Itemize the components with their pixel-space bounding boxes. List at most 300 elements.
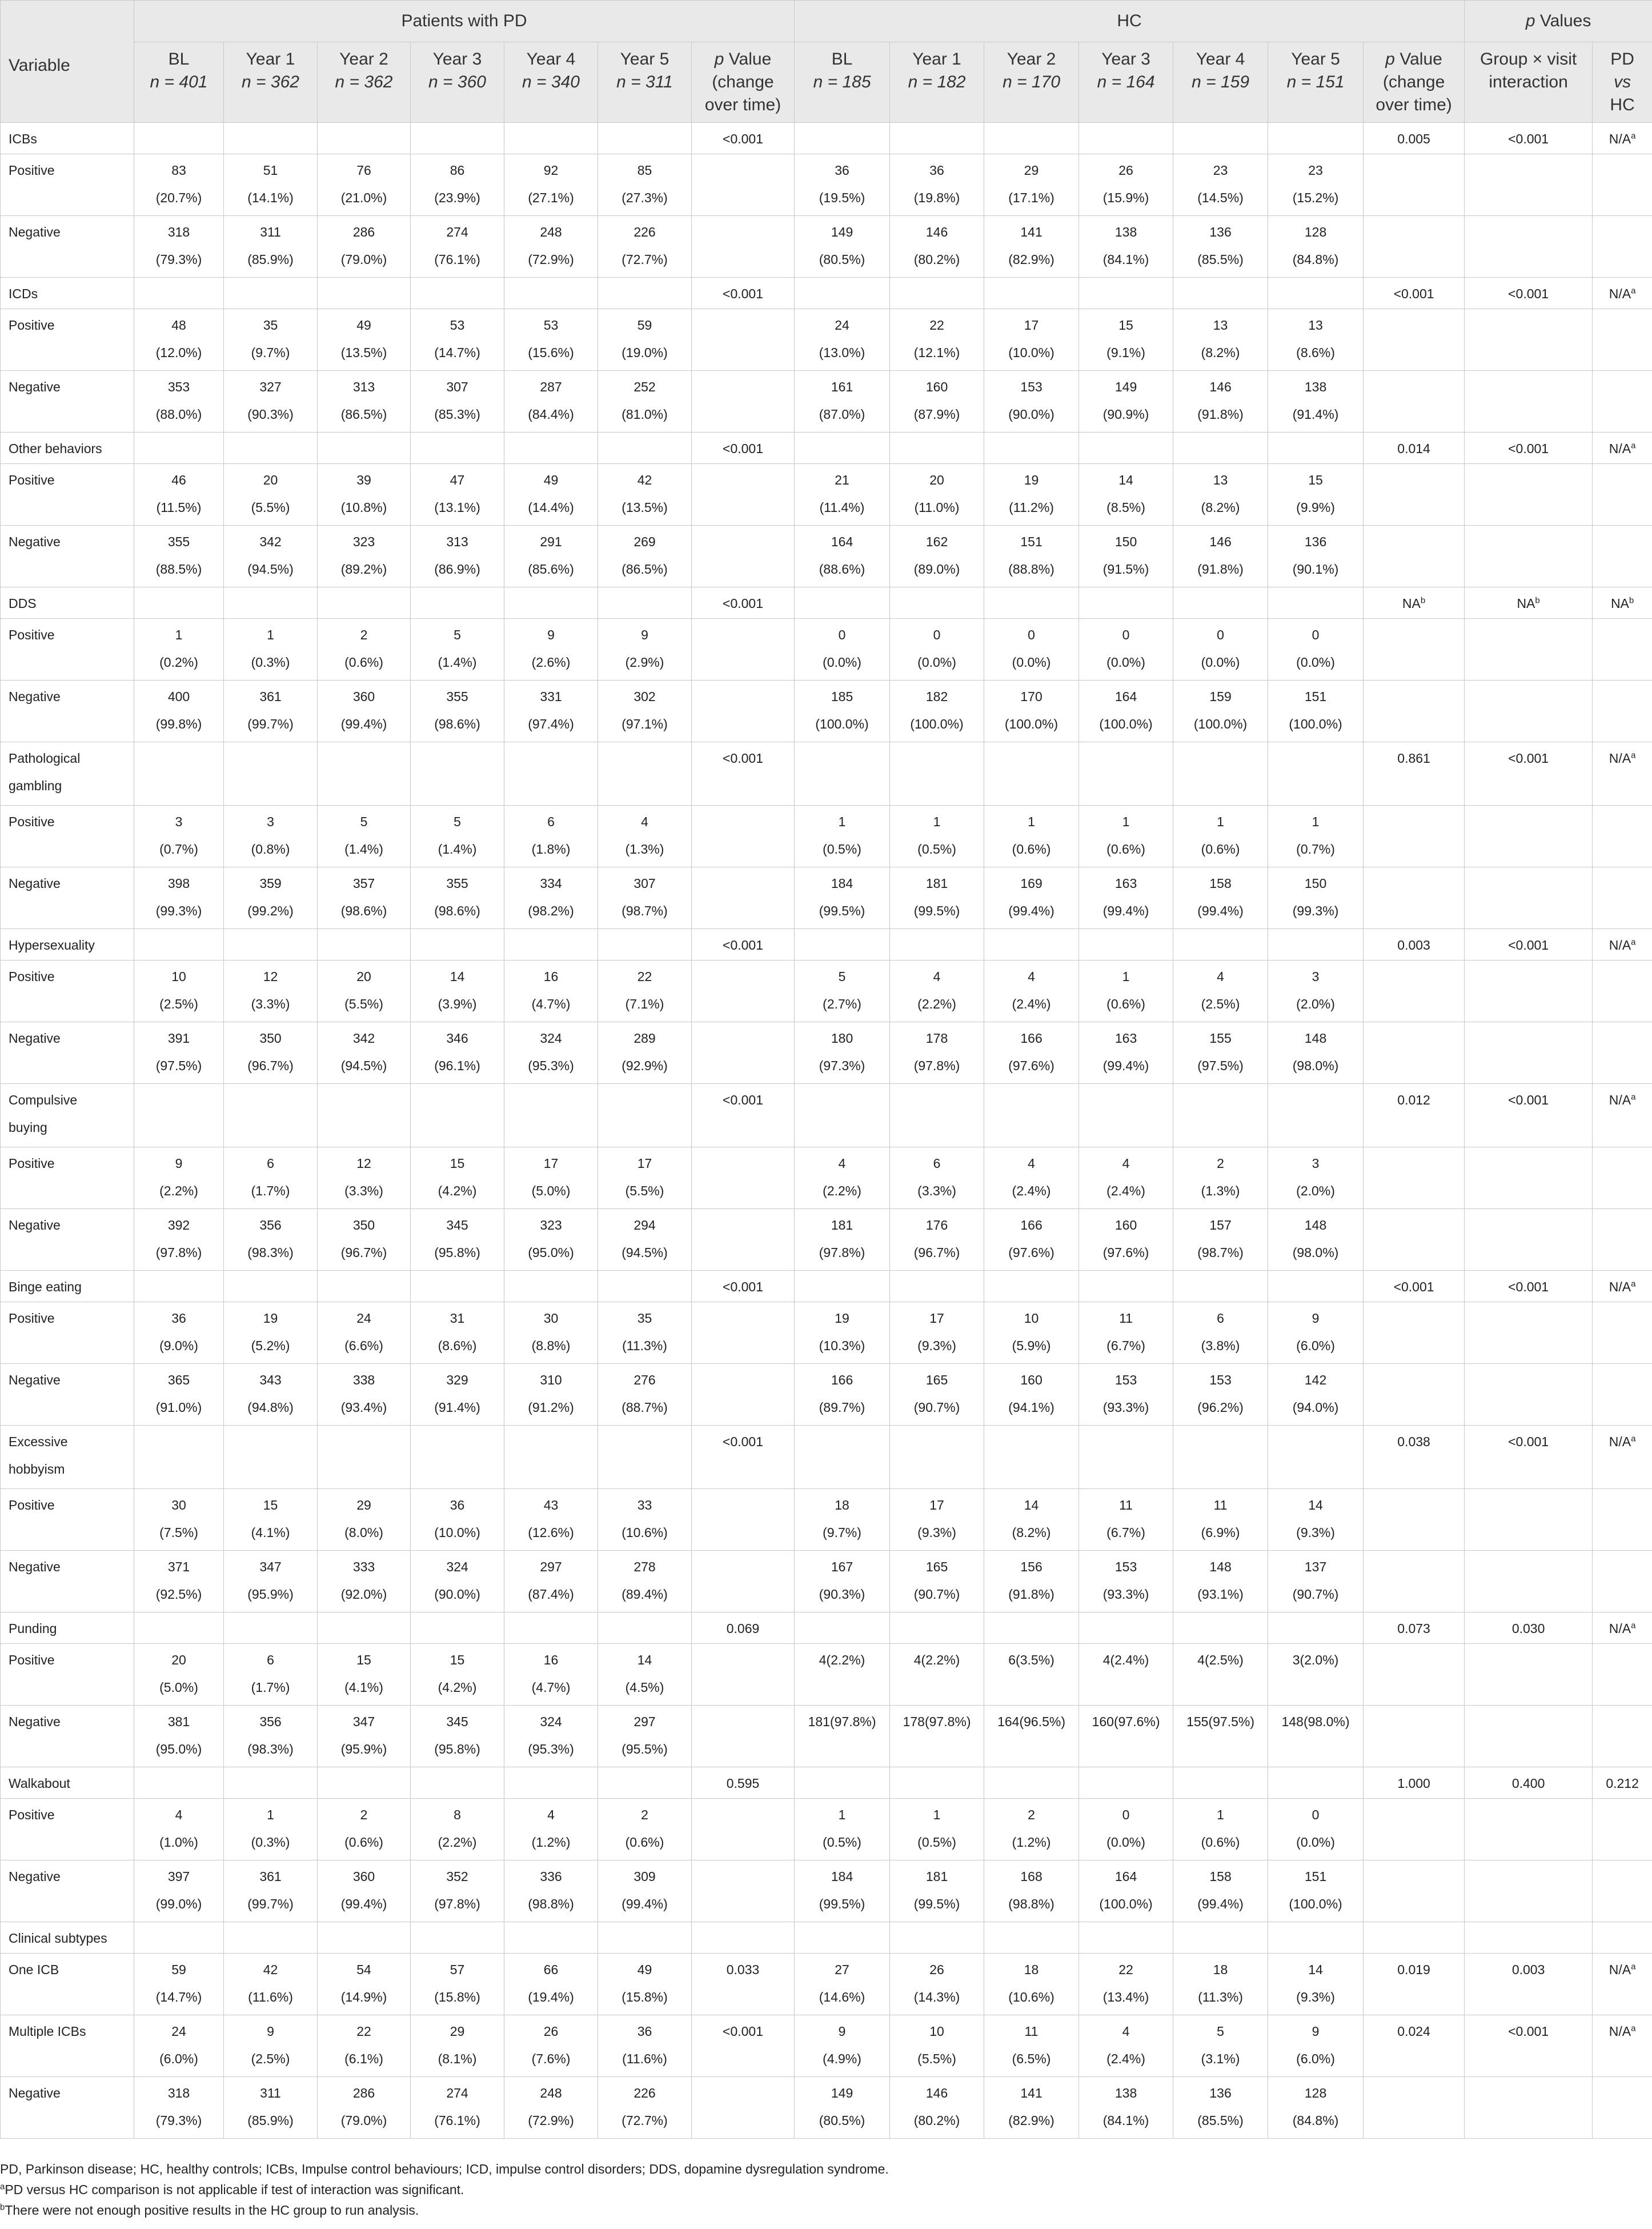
hc-p-value <box>1364 309 1465 371</box>
pd-vs-hc-p-value: $N/A^a$ <box>1593 1426 1652 1489</box>
data-cell: 39 (10.8%) <box>318 464 411 526</box>
data-cell: 11 (6.7%) <box>1079 1489 1173 1551</box>
pd-p-value: <0.001 <box>692 433 795 464</box>
hc-p-value <box>1364 1799 1465 1860</box>
data-cell <box>224 1767 318 1799</box>
data-cell <box>890 587 984 619</box>
data-cell: 336 (98.8%) <box>504 1860 598 1922</box>
pd-p-value: <0.001 <box>692 1084 795 1147</box>
data-cell <box>411 1612 504 1644</box>
hc-p-value <box>1364 2077 1465 2139</box>
data-cell: 17 (5.0%) <box>504 1147 598 1209</box>
data-cell: 226 (72.7%) <box>598 2077 692 2139</box>
data-cell: 3 (2.0%) <box>1268 961 1364 1022</box>
data-cell: 156 (91.8%) <box>984 1551 1079 1612</box>
data-cell <box>598 1612 692 1644</box>
pd-p-value <box>692 1489 795 1551</box>
col-label: BL <box>168 50 190 69</box>
pd-p-value <box>692 154 795 216</box>
category-row <box>1 278 1652 309</box>
data-cell: 36 (9.0%) <box>134 1302 224 1364</box>
table-row <box>1 1147 1652 1209</box>
data-cell <box>795 1767 890 1799</box>
row-label: Punding <box>1 1612 134 1644</box>
pd-col-header <box>318 42 411 123</box>
data-cell: 166 (89.7%) <box>795 1364 890 1426</box>
table-row <box>1 2015 1652 2077</box>
pd-vs-hc-p-value: $N/A^a$ <box>1593 1084 1652 1147</box>
row-label: Negative <box>1 681 134 742</box>
data-cell: 2 (0.6%) <box>318 619 411 681</box>
data-cell: 297 (95.5%) <box>598 1706 692 1767</box>
data-cell: 146 (91.8%) <box>1173 526 1268 587</box>
data-cell <box>318 1767 411 1799</box>
data-cell <box>134 278 224 309</box>
col-label: Year 3 <box>432 50 482 69</box>
interaction-p-value: <0.001 <box>1465 278 1593 309</box>
interaction-p-value: 0.400 <box>1465 1767 1593 1799</box>
category-row <box>1 1922 1652 1954</box>
data-cell <box>504 1271 598 1302</box>
pd-p-value <box>692 619 795 681</box>
data-cell <box>1079 587 1173 619</box>
interaction-p-value <box>1465 1364 1593 1426</box>
row-label: Positive <box>1 464 134 526</box>
pd-vs-hc-header: PD vs HC <box>1593 42 1652 123</box>
data-cell <box>1173 1767 1268 1799</box>
data-cell <box>984 278 1079 309</box>
pd-p-value <box>692 681 795 742</box>
data-cell: 146 (91.8%) <box>1173 371 1268 433</box>
pd-vs-hc-p-value <box>1593 867 1652 929</box>
data-cell <box>224 1084 318 1147</box>
data-cell <box>1079 123 1173 154</box>
data-cell: 355 (88.5%) <box>134 526 224 587</box>
data-cell: 153 (93.3%) <box>1079 1551 1173 1612</box>
pd-p-value: <0.001 <box>692 1271 795 1302</box>
pd-p-value: 0.595 <box>692 1767 795 1799</box>
col-label: Year 5 <box>620 50 669 69</box>
hc-col-header <box>984 42 1079 123</box>
hc-col-header <box>890 42 984 123</box>
category-row <box>1 587 1652 619</box>
category-row <box>1 929 1652 961</box>
data-cell: 381 (95.0%) <box>134 1706 224 1767</box>
hc-p-value <box>1364 1147 1465 1209</box>
interaction-p-value <box>1465 961 1593 1022</box>
data-cell: 9 (4.9%) <box>795 2015 890 2077</box>
data-cell <box>224 123 318 154</box>
row-label: Binge eating <box>1 1271 134 1302</box>
data-cell: 274 (76.1%) <box>411 2077 504 2139</box>
data-cell: 352 (97.8%) <box>411 1860 504 1922</box>
data-cell <box>890 1922 984 1954</box>
data-cell: 1 (0.3%) <box>224 1799 318 1860</box>
data-cell: 153 (93.3%) <box>1079 1364 1173 1426</box>
data-cell: 333 (92.0%) <box>318 1551 411 1612</box>
table-row <box>1 1860 1652 1922</box>
data-cell: 29 (8.1%) <box>411 2015 504 2077</box>
data-cell <box>1268 278 1364 309</box>
data-cell: 5 (1.4%) <box>411 806 504 867</box>
data-cell: 35 (11.3%) <box>598 1302 692 1364</box>
col-label: BL <box>831 50 853 69</box>
data-cell <box>504 742 598 806</box>
interaction-p-value: <0.001 <box>1465 1271 1593 1302</box>
col-n: n = 311 <box>616 73 673 91</box>
data-cell <box>318 587 411 619</box>
data-cell: 19 (11.2%) <box>984 464 1079 526</box>
data-cell <box>984 1612 1079 1644</box>
data-cell: 391 (97.5%) <box>134 1022 224 1084</box>
data-cell: 43 (12.6%) <box>504 1489 598 1551</box>
data-cell <box>134 1271 224 1302</box>
pd-p-change-header: p Value (change over time) <box>692 42 795 123</box>
data-cell: 170 (100.0%) <box>984 681 1079 742</box>
col-n: n = 360 <box>428 73 486 91</box>
data-cell: 4(2.5%) <box>1173 1644 1268 1706</box>
data-cell: 21 (11.4%) <box>795 464 890 526</box>
data-cell <box>134 123 224 154</box>
data-cell: 4 (2.4%) <box>984 961 1079 1022</box>
hc-p-value <box>1364 216 1465 278</box>
table-row <box>1 1489 1652 1551</box>
data-cell: 142 (94.0%) <box>1268 1364 1364 1426</box>
data-cell: 1 (0.6%) <box>1079 806 1173 867</box>
data-cell: 6 (3.8%) <box>1173 1302 1268 1364</box>
data-cell: 14 (8.5%) <box>1079 464 1173 526</box>
data-cell: 289 (92.9%) <box>598 1022 692 1084</box>
data-cell: 149 (80.5%) <box>795 216 890 278</box>
col-n: n = 185 <box>813 73 871 91</box>
data-cell: 4 (1.0%) <box>134 1799 224 1860</box>
data-cell: 311 (85.9%) <box>224 216 318 278</box>
data-cell <box>598 1922 692 1954</box>
data-cell <box>795 1084 890 1147</box>
data-cell: 158 (99.4%) <box>1173 1860 1268 1922</box>
pd-col-header <box>411 42 504 123</box>
data-cell: 360 (99.4%) <box>318 681 411 742</box>
data-cell <box>1173 929 1268 961</box>
data-cell: 6 (1.7%) <box>224 1147 318 1209</box>
row-label: Negative <box>1 1209 134 1271</box>
data-cell <box>224 1426 318 1489</box>
table-row <box>1 464 1652 526</box>
data-cell: 30 (8.8%) <box>504 1302 598 1364</box>
data-cell <box>1173 278 1268 309</box>
data-cell: 398 (99.3%) <box>134 867 224 929</box>
row-label: Excessive hobbyism <box>1 1426 134 1489</box>
data-cell: 286 (79.0%) <box>318 216 411 278</box>
data-cell: 334 (98.2%) <box>504 867 598 929</box>
footnote-abbreviations: PD, Parkinson disease; HC, healthy controls; ICBs, Impulse control behaviours; ICD, impulse control disorders; DDS, dopamine dysregulation syndrome. <box>0 2162 889 2176</box>
data-cell: 53 (15.6%) <box>504 309 598 371</box>
data-cell: 5 (1.4%) <box>411 619 504 681</box>
row-label: Positive <box>1 806 134 867</box>
data-cell <box>890 1612 984 1644</box>
data-cell: 11 (6.7%) <box>1079 1302 1173 1364</box>
pd-p-value: <0.001 <box>692 2015 795 2077</box>
hc-p-value: <0.001 <box>1364 1271 1465 1302</box>
data-cell: 176 (96.7%) <box>890 1209 984 1271</box>
data-cell: 66 (19.4%) <box>504 1954 598 2015</box>
data-cell <box>1173 1271 1268 1302</box>
p-values-header: p Values <box>1465 1 1652 42</box>
data-cell: 138 (91.4%) <box>1268 371 1364 433</box>
hc-p-value: 0.024 <box>1364 2015 1465 2077</box>
data-cell: 22 (6.1%) <box>318 2015 411 2077</box>
data-cell <box>984 1271 1079 1302</box>
row-label: Positive <box>1 1489 134 1551</box>
data-cell: 169 (99.4%) <box>984 867 1079 929</box>
data-cell: 49 (15.8%) <box>598 1954 692 2015</box>
data-cell: 9 (6.0%) <box>1268 1302 1364 1364</box>
row-label: Negative <box>1 1022 134 1084</box>
data-cell <box>890 742 984 806</box>
hc-p-value: 0.019 <box>1364 1954 1465 2015</box>
data-cell: 30 (7.5%) <box>134 1489 224 1551</box>
pd-vs-hc-p-value <box>1593 1022 1652 1084</box>
interaction-p-value <box>1465 619 1593 681</box>
data-cell: 16 (4.7%) <box>504 961 598 1022</box>
data-cell: 29 (8.0%) <box>318 1489 411 1551</box>
data-cell <box>598 123 692 154</box>
hc-p-value: 0.038 <box>1364 1426 1465 1489</box>
data-cell: 151 (88.8%) <box>984 526 1079 587</box>
data-cell <box>504 587 598 619</box>
data-cell: 181 (97.8%) <box>795 1209 890 1271</box>
data-cell: 36 (19.8%) <box>890 154 984 216</box>
table-row <box>1 526 1652 587</box>
data-cell: 164 (100.0%) <box>1079 681 1173 742</box>
data-cell <box>795 1612 890 1644</box>
interaction-p-value <box>1465 1209 1593 1271</box>
table-row <box>1 371 1652 433</box>
row-label: Multiple ICBs <box>1 2015 134 2077</box>
data-cell: 323 (89.2%) <box>318 526 411 587</box>
row-label: Positive <box>1 309 134 371</box>
hc-p-value: <0.001 <box>1364 278 1465 309</box>
table-row <box>1 309 1652 371</box>
data-cell <box>1268 1084 1364 1147</box>
data-cell: 274 (76.1%) <box>411 216 504 278</box>
data-cell <box>504 1922 598 1954</box>
pd-p-value: <0.001 <box>692 929 795 961</box>
data-cell <box>411 587 504 619</box>
data-cell <box>795 278 890 309</box>
interaction-p-value: 0.030 <box>1465 1612 1593 1644</box>
data-cell <box>1079 278 1173 309</box>
data-cell: 12 (3.3%) <box>224 961 318 1022</box>
data-cell <box>1079 1426 1173 1489</box>
hc-p-value: 0.012 <box>1364 1084 1465 1147</box>
table-row <box>1 1302 1652 1364</box>
data-cell: 0 (0.0%) <box>890 619 984 681</box>
data-cell <box>795 1426 890 1489</box>
data-cell: 318 (79.3%) <box>134 2077 224 2139</box>
pd-p-value: 0.033 <box>692 1954 795 2015</box>
data-cell: 51 (14.1%) <box>224 154 318 216</box>
data-cell: 141 (82.9%) <box>984 216 1079 278</box>
data-cell <box>795 433 890 464</box>
hc-p-value <box>1364 464 1465 526</box>
data-cell: 148 (93.1%) <box>1173 1551 1268 1612</box>
data-cell: 353 (88.0%) <box>134 371 224 433</box>
data-cell <box>795 742 890 806</box>
data-cell: 180 (97.3%) <box>795 1022 890 1084</box>
data-cell: 347 (95.9%) <box>318 1706 411 1767</box>
row-label: Negative <box>1 371 134 433</box>
pd-p-value <box>692 464 795 526</box>
data-cell: 356 (98.3%) <box>224 1209 318 1271</box>
interaction-p-value <box>1465 1922 1593 1954</box>
col-label: Year 4 <box>526 50 576 69</box>
data-cell: 20 (5.5%) <box>224 464 318 526</box>
data-cell: 5 (3.1%) <box>1173 2015 1268 2077</box>
data-cell: 149 (80.5%) <box>795 2077 890 2139</box>
data-cell: 23 (14.5%) <box>1173 154 1268 216</box>
data-cell <box>1173 1084 1268 1147</box>
data-cell: 291 (85.6%) <box>504 526 598 587</box>
data-cell: 54 (14.9%) <box>318 1954 411 2015</box>
row-label: Other behaviors <box>1 433 134 464</box>
data-cell: 4 (2.4%) <box>1079 1147 1173 1209</box>
data-cell <box>984 1084 1079 1147</box>
data-cell: 166 (97.6%) <box>984 1022 1079 1084</box>
interaction-p-value <box>1465 1706 1593 1767</box>
data-cell: 359 (99.2%) <box>224 867 318 929</box>
data-cell <box>984 1767 1079 1799</box>
data-cell: 4(2.2%) <box>890 1644 984 1706</box>
pd-vs-hc-p-value <box>1593 961 1652 1022</box>
data-cell: 16 (4.7%) <box>504 1644 598 1706</box>
data-cell: 178 (97.8%) <box>890 1022 984 1084</box>
interaction-p-value <box>1465 1022 1593 1084</box>
data-cell: 1 (0.6%) <box>1173 806 1268 867</box>
data-cell: 47 (13.1%) <box>411 464 504 526</box>
data-cell <box>224 587 318 619</box>
data-cell: 8 (2.2%) <box>411 1799 504 1860</box>
data-cell: 14 (3.9%) <box>411 961 504 1022</box>
data-cell: 361 (99.7%) <box>224 1860 318 1922</box>
row-label: DDS <box>1 587 134 619</box>
data-cell: 46 (11.5%) <box>134 464 224 526</box>
interaction-p-value <box>1465 1147 1593 1209</box>
data-cell: 148(98.0%) <box>1268 1706 1364 1767</box>
data-cell: 148 (98.0%) <box>1268 1022 1364 1084</box>
footnote-a: $^a$PD versus HC comparison is not applicable if test of interaction was significant. <box>0 2182 464 2197</box>
interaction-p-value <box>1465 1860 1593 1922</box>
interaction-p-value: <0.001 <box>1465 742 1593 806</box>
data-cell: 286 (79.0%) <box>318 2077 411 2139</box>
row-label: Negative <box>1 526 134 587</box>
data-cell: 146 (80.2%) <box>890 216 984 278</box>
data-cell: 161 (87.0%) <box>795 371 890 433</box>
interaction-p-value <box>1465 309 1593 371</box>
hc-p-value: 0.014 <box>1364 433 1465 464</box>
data-cell: 157 (98.7%) <box>1173 1209 1268 1271</box>
data-cell: 6 (1.8%) <box>504 806 598 867</box>
data-cell <box>598 587 692 619</box>
hc-p-value <box>1364 371 1465 433</box>
row-label: Negative <box>1 1364 134 1426</box>
data-cell: 361 (99.7%) <box>224 681 318 742</box>
pd-p-value: <0.001 <box>692 587 795 619</box>
data-cell: 182 (100.0%) <box>890 681 984 742</box>
data-cell: 49 (14.4%) <box>504 464 598 526</box>
pd-vs-hc-p-value <box>1593 464 1652 526</box>
pd-p-value <box>692 806 795 867</box>
data-cell <box>134 433 224 464</box>
data-cell <box>1268 433 1364 464</box>
data-cell <box>504 123 598 154</box>
data-cell: 181 (99.5%) <box>890 1860 984 1922</box>
data-cell <box>984 587 1079 619</box>
data-cell: 35 (9.7%) <box>224 309 318 371</box>
data-cell: 276 (88.7%) <box>598 1364 692 1426</box>
data-cell: 310 (91.2%) <box>504 1364 598 1426</box>
pd-p-value <box>692 216 795 278</box>
pd-vs-hc-p-value: $N/A^a$ <box>1593 742 1652 806</box>
hc-p-value <box>1364 867 1465 929</box>
data-cell: 178(97.8%) <box>890 1706 984 1767</box>
table-row <box>1 154 1652 216</box>
data-cell: 36 (10.0%) <box>411 1489 504 1551</box>
data-cell <box>984 123 1079 154</box>
data-cell <box>504 278 598 309</box>
pd-p-value <box>692 1551 795 1612</box>
data-cell <box>890 278 984 309</box>
pd-vs-hc-p-value <box>1593 2077 1652 2139</box>
data-cell <box>224 278 318 309</box>
pd-p-value: <0.001 <box>692 123 795 154</box>
data-cell <box>984 433 1079 464</box>
data-cell: 252 (81.0%) <box>598 371 692 433</box>
data-cell: 136 (85.5%) <box>1173 216 1268 278</box>
data-cell <box>1079 742 1173 806</box>
interaction-p-value <box>1465 1551 1593 1612</box>
data-cell: 0 (0.0%) <box>1079 1799 1173 1860</box>
hc-p-value: 0.003 <box>1364 929 1465 961</box>
data-cell <box>411 1271 504 1302</box>
data-cell <box>598 433 692 464</box>
data-cell: 324 (90.0%) <box>411 1551 504 1612</box>
data-cell <box>504 433 598 464</box>
data-cell <box>411 1767 504 1799</box>
pd-vs-hc-p-value <box>1593 309 1652 371</box>
data-cell: 158 (99.4%) <box>1173 867 1268 929</box>
pd-vs-hc-p-value <box>1593 1209 1652 1271</box>
data-cell: 3 (2.0%) <box>1268 1147 1364 1209</box>
data-cell <box>598 742 692 806</box>
data-cell: 0 (0.0%) <box>984 619 1079 681</box>
data-cell: 42 (11.6%) <box>224 1954 318 2015</box>
data-cell: 248 (72.9%) <box>504 2077 598 2139</box>
data-cell: 163 (99.4%) <box>1079 1022 1173 1084</box>
data-cell <box>318 1084 411 1147</box>
interaction-p-value <box>1465 371 1593 433</box>
data-cell <box>318 1922 411 1954</box>
data-cell <box>890 1426 984 1489</box>
table-row <box>1 681 1652 742</box>
table-footnotes <box>0 2159 1652 2220</box>
row-label: Negative <box>1 1860 134 1922</box>
pd-vs-hc-p-value: $N/A^a$ <box>1593 1954 1652 2015</box>
data-cell: 10 (2.5%) <box>134 961 224 1022</box>
data-cell: 23 (15.2%) <box>1268 154 1364 216</box>
pd-p-value: <0.001 <box>692 278 795 309</box>
data-cell: 160 (97.6%) <box>1079 1209 1173 1271</box>
